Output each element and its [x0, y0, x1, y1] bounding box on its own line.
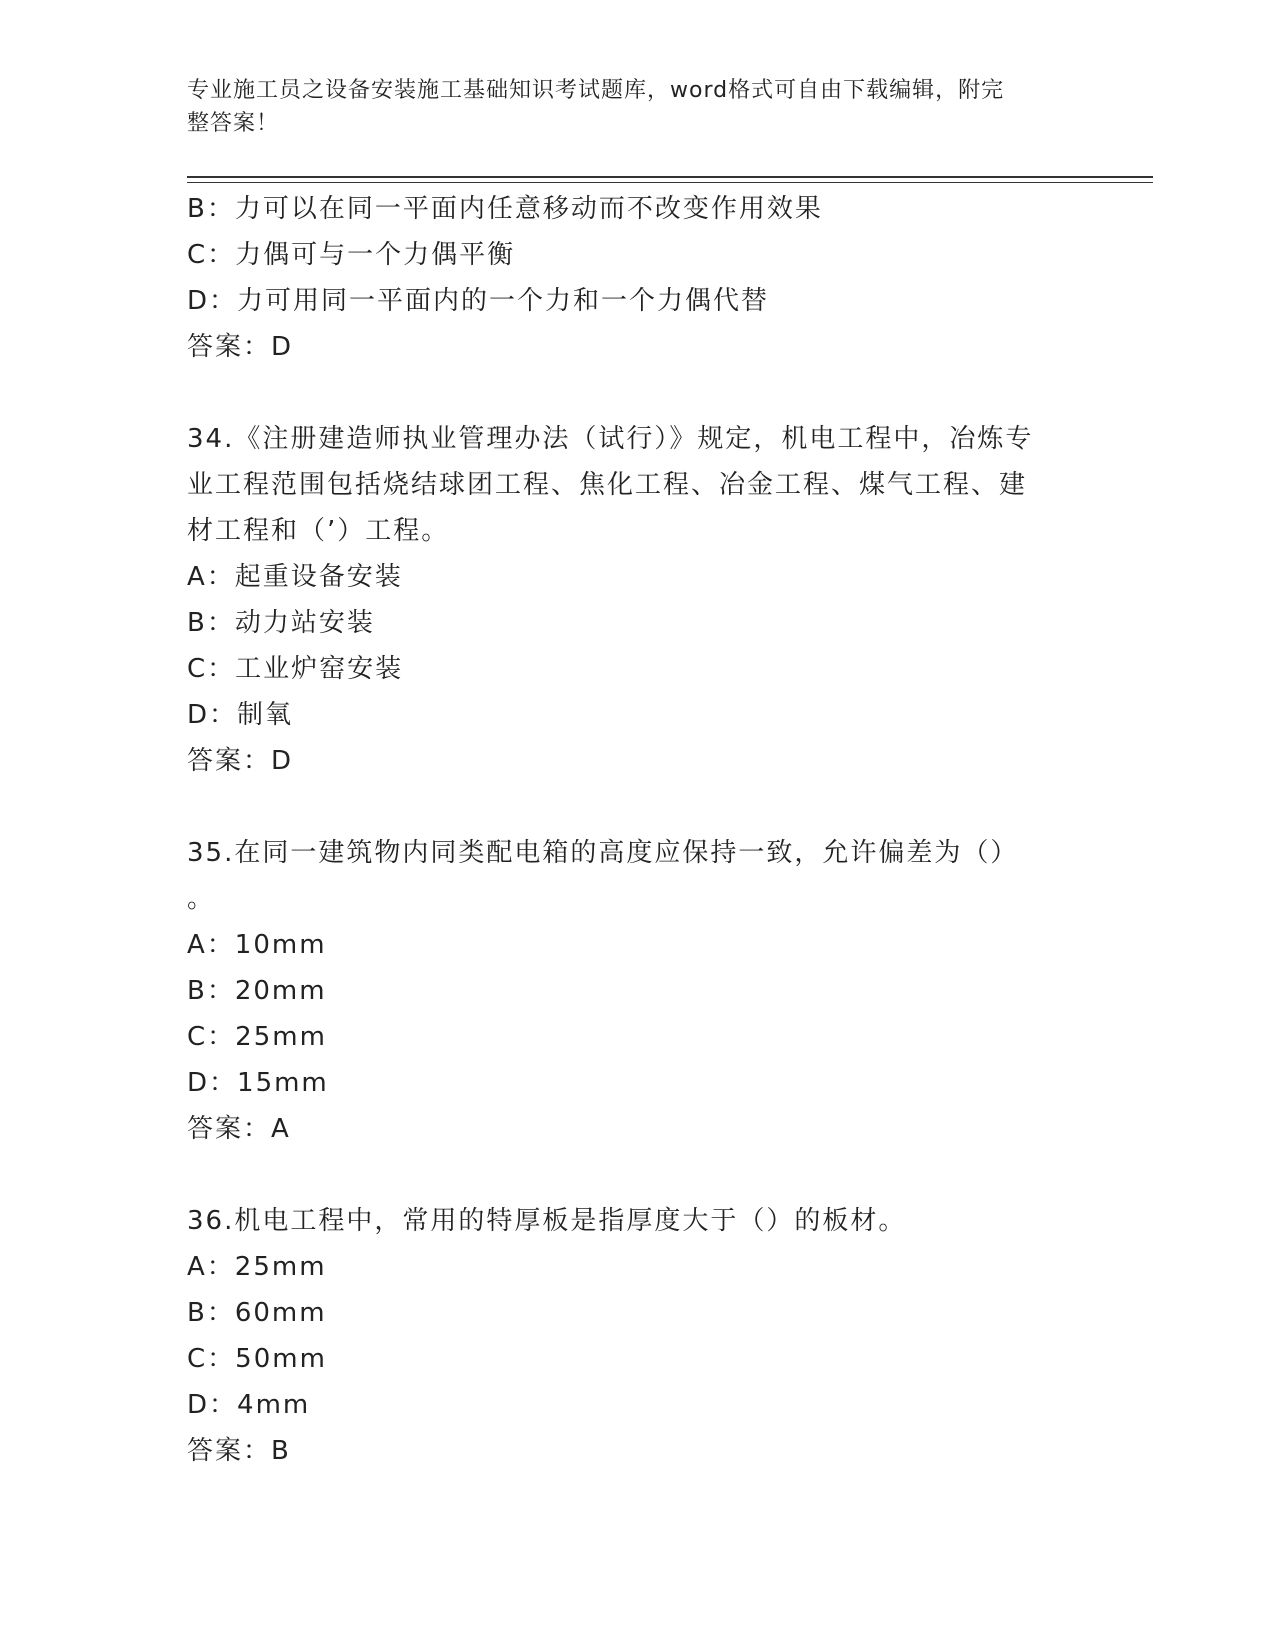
answer: 答案：D [187, 746, 294, 776]
option-b: B：力可以在同一平面内任意移动而不改变作用效果 [187, 194, 823, 224]
question-36 [187, 1198, 1077, 1474]
option-a: A：起重设备安装 [187, 562, 403, 592]
question-list [187, 186, 1077, 1474]
header-title-line-2: 整答案！ [187, 111, 280, 136]
question-text: 34.《注册建造师执业管理办法（试行）》规定，机电工程中，冶炼专 [187, 424, 1034, 454]
option-c: C：力偶可与一个力偶平衡 [187, 240, 516, 270]
answer: 答案：D [187, 332, 294, 362]
question-34 [187, 416, 1077, 784]
answer: 答案：A [187, 1114, 291, 1144]
header-divider-thick [187, 176, 1153, 178]
option-b: B：20mm [187, 976, 327, 1006]
document-header [187, 74, 1067, 140]
question-text: 35.在同一建筑物内同类配电箱的高度应保持一致，允许偏差为（） [187, 838, 1019, 868]
option-d: D：4mm [187, 1390, 311, 1420]
option-c: C：工业炉窑安装 [187, 654, 404, 684]
spacer [187, 1152, 1077, 1198]
option-b: B：动力站安装 [187, 608, 375, 638]
question-text: 业工程范围包括烧结球团工程、焦化工程、冶金工程、煤气工程、建 [187, 470, 1028, 500]
option-a: A：10mm [187, 930, 327, 960]
option-d: D：15mm [187, 1068, 329, 1098]
spacer [187, 370, 1077, 416]
header-divider-thin [187, 182, 1153, 183]
header-title-line-1: 专业施工员之设备安装施工基础知识考试题库，word格式可自由下载编辑，附完 [187, 78, 1005, 103]
option-a: A：25mm [187, 1252, 327, 1282]
option-c: C：25mm [187, 1022, 327, 1052]
question-text: 材工程和（’）工程。 [187, 516, 450, 546]
question-35 [187, 830, 1077, 1152]
option-b: B：60mm [187, 1298, 327, 1328]
option-d: D：力可用同一平面内的一个力和一个力偶代替 [187, 286, 770, 316]
option-c: C：50mm [187, 1344, 327, 1374]
option-d: D：制氧 [187, 700, 294, 730]
question-text: 。 [187, 884, 216, 914]
answer: 答案：B [187, 1436, 291, 1466]
question-text: 36.机电工程中，常用的特厚板是指厚度大于（）的板材。 [187, 1206, 907, 1236]
spacer [187, 784, 1077, 830]
